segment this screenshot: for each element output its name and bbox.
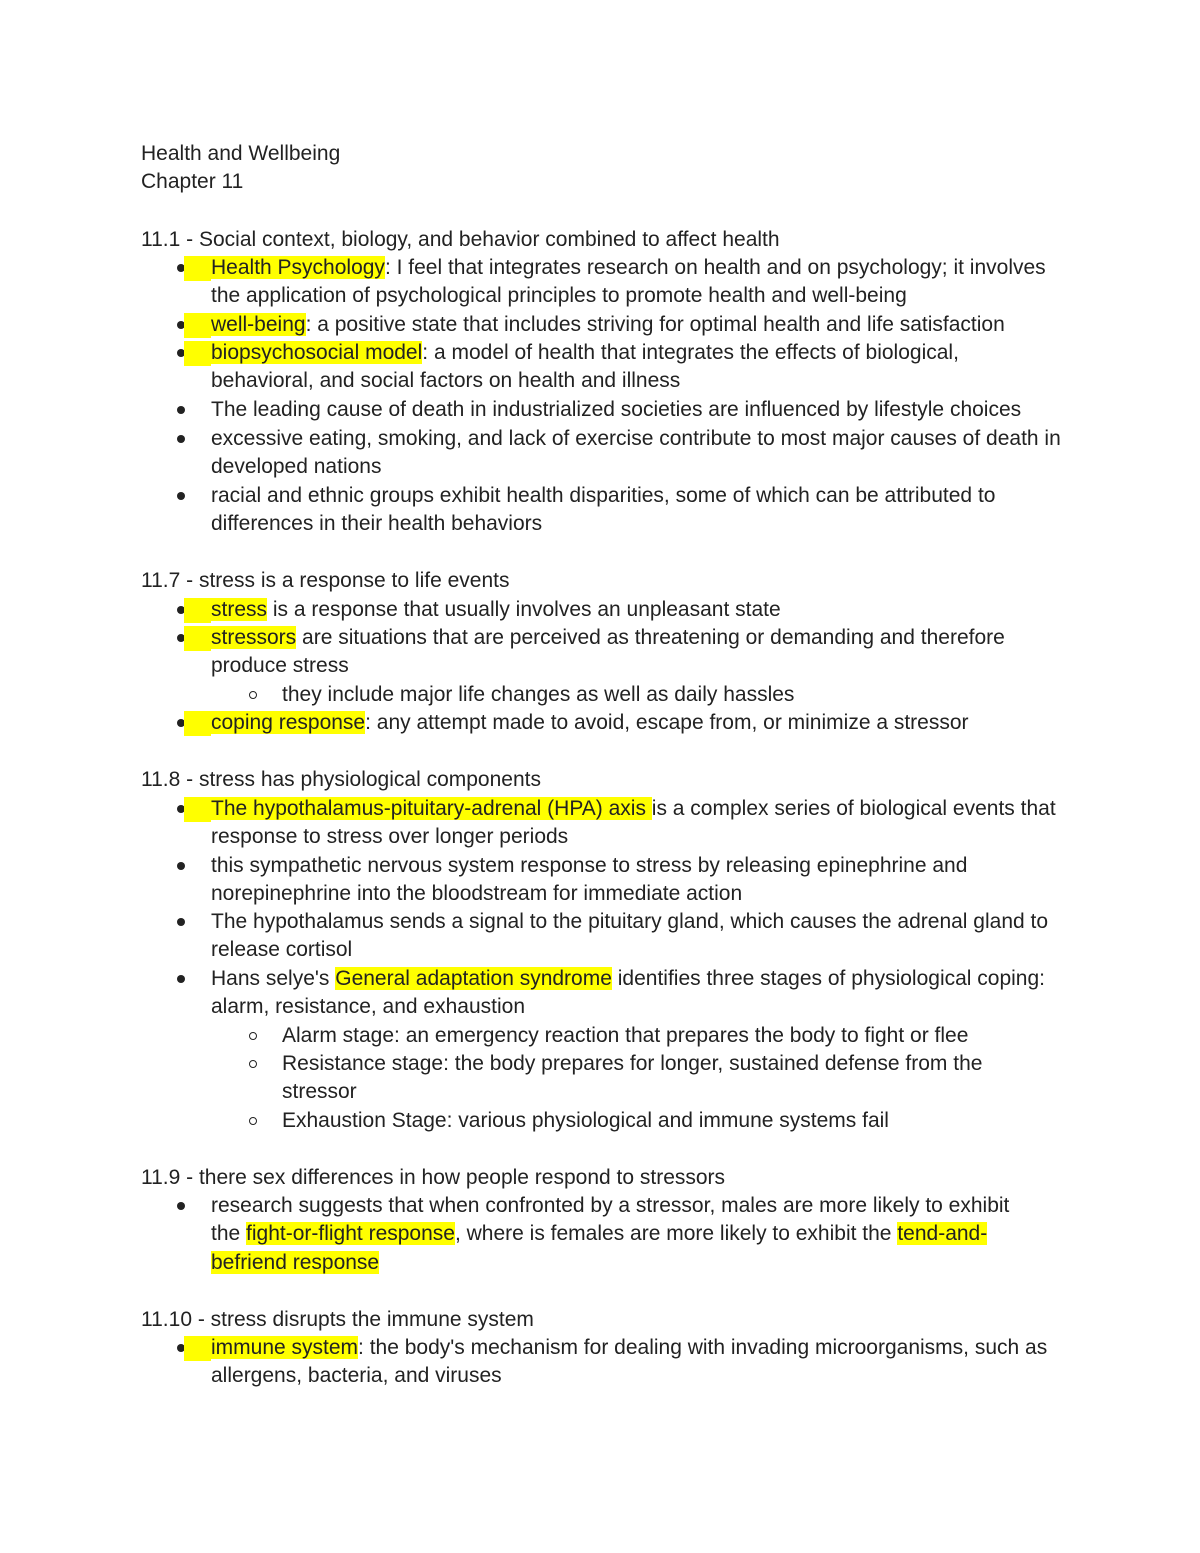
list-item-text bbox=[211, 311, 1061, 339]
list-item-text: racial and ethnic groups exhibit health disparities, some of which can be attributed to differences in their health behaviors bbox=[211, 484, 996, 536]
section-heading: 11.8 - stress has physiological components bbox=[141, 768, 541, 791]
highlighted-term: immune system bbox=[211, 1336, 359, 1359]
term-definition: is a response that usually involves an unpleasant state bbox=[267, 598, 781, 621]
bullet-icon bbox=[177, 862, 185, 870]
text-segment: research suggests that when confronted by a stressor, males are more likely to exhibit the bbox=[211, 1194, 1010, 1246]
highlight-mark bbox=[184, 341, 211, 366]
highlighted-term: biopsychosocial model bbox=[211, 341, 423, 364]
section-heading: 11.1 - Social context, biology, and behavior combined to affect health bbox=[141, 228, 780, 251]
highlight-mark bbox=[184, 1336, 211, 1361]
sub-list-item-text: Exhaustion Stage: various physiological and immune systems fail bbox=[282, 1109, 889, 1132]
term-definition: : any attempt made to avoid, escape from, or minimize a stressor bbox=[365, 711, 969, 734]
highlighted-term: tend-and-befriend response bbox=[211, 1222, 988, 1274]
list-item-text: The leading cause of death in industrialized societies are influenced by lifestyle choices bbox=[211, 398, 1022, 421]
highlight-mark bbox=[184, 256, 211, 281]
bullet-icon bbox=[177, 1202, 185, 1210]
circle-bullet-icon bbox=[249, 691, 257, 699]
term-definition: : a model of health that integrates the effects of biological, behavioral, and social factors on health and illness bbox=[211, 341, 959, 393]
list-item-text: excessive eating, smoking, and lack of exercise contribute to most major causes of death in developed nations bbox=[211, 427, 1061, 479]
term-definition: : I feel that integrates research on health and on psychology; it involves the application of psychological principles to promote health and well-being bbox=[211, 256, 1046, 308]
text-segment: , where is females are more likely to exhibit the bbox=[454, 1222, 898, 1246]
term-definition: is a complex series of biological events that response to stress over longer periods bbox=[211, 797, 1056, 849]
list-item-text bbox=[211, 795, 1061, 852]
list-item-text bbox=[211, 709, 1061, 737]
text-segment: identifies three stages of physiological coping: alarm, resistance, and exhaustion bbox=[211, 967, 1046, 1019]
term-definition: : the body's mechanism for dealing with invading microorganisms, such as allergens, bacteria, and viruses bbox=[211, 1336, 1048, 1388]
list-item-text: this sympathetic nervous system response to stress by releasing epinephrine and norepinephrine into the bloodstream for immediate action bbox=[211, 854, 968, 906]
sub-list-item-text: Alarm stage: an emergency reaction that prepares the body to fight or flee bbox=[282, 1024, 969, 1047]
highlighted-term: stress bbox=[211, 598, 268, 621]
highlighted-term: General adaptation syndrome bbox=[335, 967, 612, 990]
circle-bullet-icon bbox=[249, 1032, 257, 1040]
highlighted-term: fight-or-flight response bbox=[246, 1222, 455, 1246]
list-item-text bbox=[211, 254, 1061, 311]
list-item-text bbox=[211, 965, 1061, 1022]
highlight-mark bbox=[184, 598, 211, 623]
section-heading: 11.10 - stress disrupts the immune system bbox=[141, 1308, 534, 1331]
sub-list-item-text: Resistance stage: the body prepares for longer, sustained defense from the stressor bbox=[282, 1052, 983, 1104]
circle-bullet-icon bbox=[249, 1060, 257, 1068]
highlighted-term: The hypothalamus-pituitary-adrenal (HPA) axis bbox=[211, 797, 652, 820]
text-segment: Hans selye's bbox=[211, 967, 336, 990]
chapter-label: Chapter 11 bbox=[141, 170, 244, 193]
bullet-icon bbox=[177, 492, 185, 500]
highlighted-term: well-being bbox=[211, 313, 306, 336]
bullet-icon bbox=[177, 435, 185, 443]
highlight-mark bbox=[184, 797, 211, 822]
highlight-mark bbox=[184, 626, 211, 651]
bullet-icon bbox=[177, 975, 185, 983]
section-heading: 11.9 - there sex differences in how people respond to stressors bbox=[141, 1166, 726, 1189]
circle-bullet-icon bbox=[249, 1117, 257, 1125]
list-item-text: The hypothalamus sends a signal to the pituitary gland, which causes the adrenal gland to release cortisol bbox=[211, 910, 1049, 962]
list-item-text bbox=[211, 624, 1061, 681]
term-definition: are situations that are perceived as threatening or demanding and therefore produce stress bbox=[211, 626, 1005, 678]
highlight-mark bbox=[184, 313, 211, 338]
list-item-text bbox=[211, 339, 1061, 396]
bullet-icon bbox=[177, 918, 185, 926]
section-heading: 11.7 - stress is a response to life events bbox=[141, 569, 510, 592]
term-definition: : a positive state that includes striving for optimal health and life satisfaction bbox=[305, 313, 1005, 336]
highlight-mark bbox=[184, 711, 211, 736]
highlighted-term: stressors bbox=[211, 626, 297, 649]
bullet-icon bbox=[177, 406, 185, 414]
sub-list-item-text: they include major life changes as well as daily hassles bbox=[282, 683, 795, 706]
highlighted-term: coping response bbox=[211, 711, 366, 734]
list-item-text bbox=[211, 1192, 1041, 1277]
document-title: Health and Wellbeing bbox=[141, 142, 341, 165]
list-item-text bbox=[211, 1334, 1061, 1391]
highlighted-term: Health Psychology bbox=[211, 256, 385, 279]
list-item-text bbox=[211, 596, 1061, 624]
